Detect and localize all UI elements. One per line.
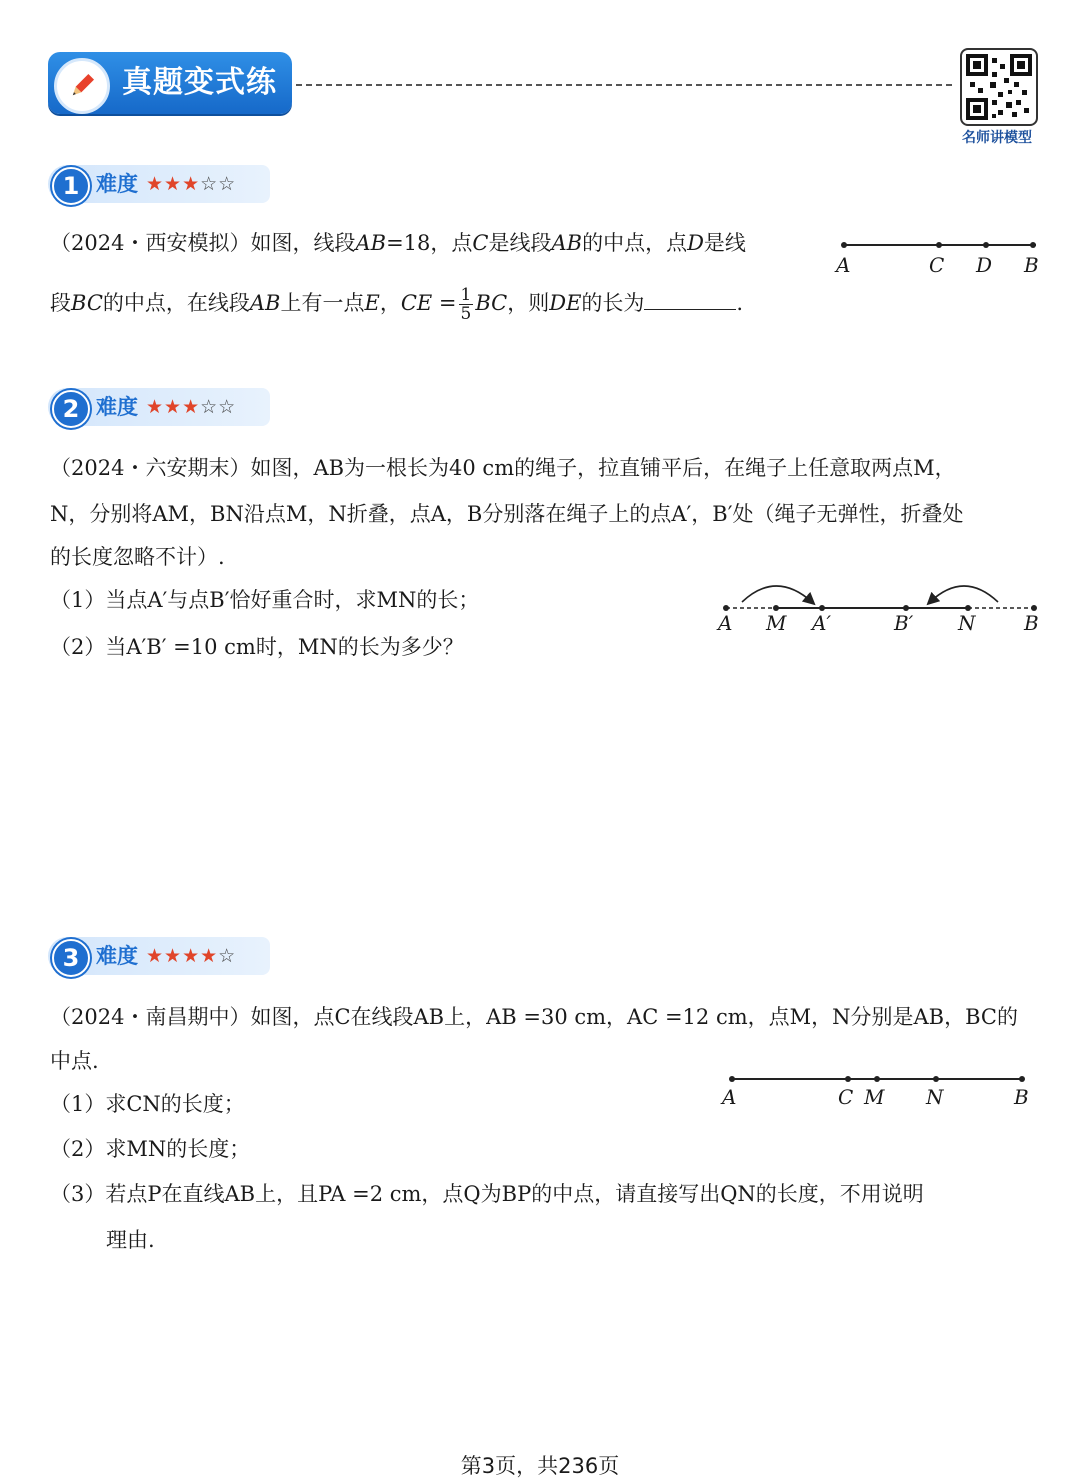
point-b — [1019, 1076, 1025, 1082]
label-d: D — [976, 253, 993, 277]
label-a-prime: A′ — [812, 611, 831, 635]
label-n: N — [958, 611, 976, 635]
point-a — [841, 242, 847, 248]
problem-3-line-1: （2024・南昌期中）如图，点C在线段AB上，AB =30 cm，AC =12 cm，点M，N分别是AB，BC的 — [50, 1005, 1018, 1029]
section-title: 真题变式练 — [122, 65, 277, 100]
point-b — [1030, 242, 1036, 248]
point-c — [845, 1076, 851, 1082]
label-m: M — [864, 1085, 885, 1109]
problem-2-line-2: N，分别将AM，BN沿点M，N折叠，点A，B分别落在绳子上的点A′，B′处（绳子无弹性，折叠处 — [50, 502, 964, 526]
page-number: 第3页，共236页 — [460, 1454, 620, 1478]
star-filled-icon: ★★★ — [146, 173, 201, 195]
star-empty-icon: ☆☆ — [200, 396, 237, 418]
point-c — [936, 242, 942, 248]
label-b: B — [1024, 253, 1039, 277]
problem-2-question-2: （2）当A′B′ =10 cm时，MN的长为多少？ — [50, 635, 464, 659]
difficulty-stars-2 — [146, 388, 236, 426]
qr-label: 名师讲模型 — [962, 130, 1032, 146]
point-m — [874, 1076, 880, 1082]
qr-code-icon — [962, 50, 1036, 124]
problem-number-1: 1 — [52, 167, 90, 205]
diagram-1 — [830, 232, 1050, 282]
label-c: C — [838, 1085, 854, 1109]
star-empty-icon: ☆ — [218, 945, 237, 967]
label-b: B — [1024, 611, 1039, 635]
point-d — [983, 242, 989, 248]
qr-code[interactable] — [960, 48, 1038, 126]
label-a: A — [722, 1085, 737, 1109]
problem-3-question-3-line-2: 理由. — [106, 1228, 155, 1252]
label-m: M — [766, 611, 787, 635]
star-filled-icon: ★★★★ — [146, 945, 219, 967]
header-divider — [296, 84, 952, 86]
difficulty-label-1: 难度 — [96, 172, 138, 196]
difficulty-stars-1 — [146, 165, 236, 203]
pencil-icon — [67, 71, 97, 101]
difficulty-label-2: 难度 — [96, 395, 138, 419]
label-a: A — [718, 611, 733, 635]
problem-number-2: 2 — [52, 390, 90, 428]
label-b-prime: B′ — [894, 611, 914, 635]
star-filled-icon: ★★★ — [146, 396, 201, 418]
problem-3-question-2: （2）求MN的长度； — [50, 1137, 251, 1161]
problem-3-line-2: 中点. — [50, 1049, 99, 1073]
fraction-one-fifth: $\frac{1}{5}$ — [460, 285, 472, 324]
diagram-3 — [716, 1066, 1040, 1112]
difficulty-label-3: 难度 — [96, 944, 138, 968]
label-b: B — [1014, 1085, 1029, 1109]
fold-arrow-right — [930, 586, 998, 602]
fold-arrow-left — [742, 586, 812, 602]
problem-1-line-1: （2024・西安模拟）如图，线段AB=18，点C是线段AB的中点，点D是线 — [50, 231, 746, 255]
answer-blank[interactable] — [644, 287, 736, 310]
pencil-icon-circle — [54, 58, 110, 114]
problem-2-line-1: （2024・六安期末）如图，AB为一根长为40 cm的绳子，拉直铺平后，在绳子上任意取两点M， — [50, 456, 956, 480]
point-n — [933, 1076, 939, 1082]
problem-number-3: 3 — [52, 939, 90, 977]
problem-3-question-1: （1）求CN的长度； — [50, 1092, 245, 1116]
label-n: N — [926, 1085, 944, 1109]
problem-1-line-2: 段BC的中点，在线段AB上有一点E，CE = $\frac{1}{5}$ BC，则DE的长为 . — [50, 285, 744, 324]
difficulty-stars-3 — [146, 937, 236, 975]
point-a — [729, 1076, 735, 1082]
label-c: C — [929, 253, 945, 277]
problem-3-question-3-line-1: （3）若点P在直线AB上，且PA =2 cm，点Q为BP的中点，请直接写出QN的长度，不用说明 — [50, 1182, 924, 1206]
problem-2-question-1: （1）当点A′与点B′恰好重合时，求MN的长； — [50, 588, 480, 612]
problem-2-line-3: 的长度忽略不计）. — [50, 545, 225, 569]
diagram-2 — [712, 574, 1052, 636]
star-empty-icon: ☆☆ — [200, 173, 237, 195]
label-a: A — [836, 253, 851, 277]
